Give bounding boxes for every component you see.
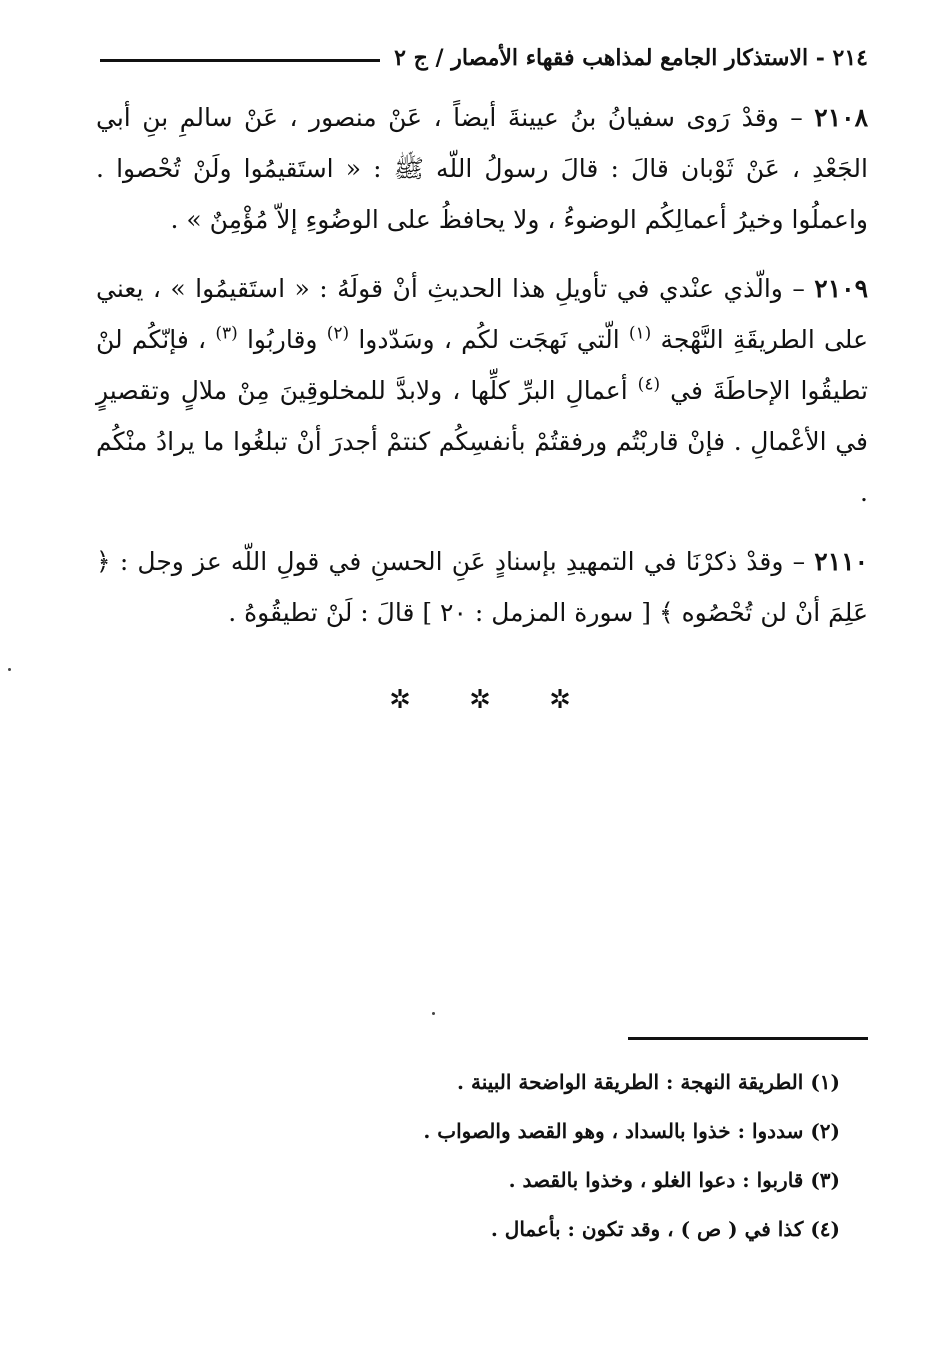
paragraph-text: – وقدْ رَوى سفيانُ بنُ عيينةَ أيضاً ، عَنْ منصور ، عَنْ سالمِ بنِ أبي الجَعْدِ ، عَنْ ثَوْبان قالَ : قالَ رسولُ اللّه ﷺ : « استَقيمُوا ولَنْ تُحْصوا . واعملُوا وخيرُ أعمالِكُم الوضوءُ ، ولا يحافظُ على الوضُوءِ إلاّ مُؤْمِنٌ » . [96,103,868,234]
footnote-reference: (٢) [326,323,350,344]
footnote-reference: (١) [628,323,652,344]
footnote-marker: (٤) [810,1217,840,1241]
scan-speck [8,668,11,671]
footnote-text: كذا في ( ص ) ، وقد تكون : بأعمال . [490,1217,811,1241]
paragraph-text: ، فإنّكُم لنْ تطيقُوا الإحاطَةَ في [96,325,868,405]
paragraph-text: أعمالِ البرِّ كلِّها ، ولابدَّ للمخلوقِينَ مِنْ ملالٍ وتقصيرٍ في الأعْمالِ . فإنْ قاربْتُم ورفقتُمْ بأنفسِكُم كنتمْ أجدرَ أنْ تبلغُوا ما يرادُ منْكُم . [96,376,868,507]
paragraph [96,536,868,638]
paragraph-number: ٢١٠٩ [814,274,868,303]
main-text [96,92,868,656]
footnote-text: قاربوا : دعوا الغلو ، وخذوا بالقصد . [508,1168,811,1192]
paragraph-text: الّتي نَهجَت لكُم ، وسَدّدوا [349,325,629,354]
paragraph-text: – والّذي عنْدي في تأويلِ هذا الحديثِ أنْ قولَهُ : « استَقيمُوا » ، يعني على الطريقَةِ النَّهْجة [96,274,869,354]
header-title: ٢١٤ - الاستذكار الجامع لمذاهب فقهاء الأمصار / ج ٢ [394,45,868,71]
footnote-marker: (١) [810,1070,840,1094]
paragraph-number: ٢١١٠ [814,547,868,576]
footnote-text: الطريقة النهجة : الطريقة الواضحة البينة . [457,1070,811,1094]
footnote-item [300,1156,840,1205]
paragraph-number: ٢١٠٨ [814,103,868,132]
footnotes [300,1058,840,1254]
footnote-rule [628,1037,868,1040]
footnote-reference: (٣) [215,323,238,344]
paragraph-text: وقاربُوا [237,325,327,354]
footnote-text: سددوا : خذوا بالسداد ، وهو القصد والصواب . [423,1119,811,1143]
running-header [100,38,868,78]
footnote-item [300,1205,840,1254]
paragraph [96,92,868,245]
asterism-ornament-icon: ✲ [389,685,411,715]
footnote-marker: (٢) [810,1119,840,1143]
asterism-ornament-icon: ✲ [549,685,571,715]
section-ornaments [380,685,580,715]
paragraph [96,263,868,518]
footnote-reference: (٤) [637,374,661,395]
asterism-ornament-icon: ✲ [469,685,491,715]
scan-speck [432,1012,435,1015]
header-rule [100,59,380,62]
footnote-marker: (٣) [810,1168,840,1192]
footnote-item [300,1107,840,1156]
footnote-item [300,1058,840,1107]
paragraph-text: – وقدْ ذكرْنَا في التمهيدِ بإسنادٍ عَنِ الحسنِ في قولِ اللّه عز وجل : ﴿ عَلِمَ أنْ لن تُحْصُوه ﴾ [ سورة المزمل : ٢٠ ] قالَ : لَنْ تطيقُوهُ . [96,547,868,627]
